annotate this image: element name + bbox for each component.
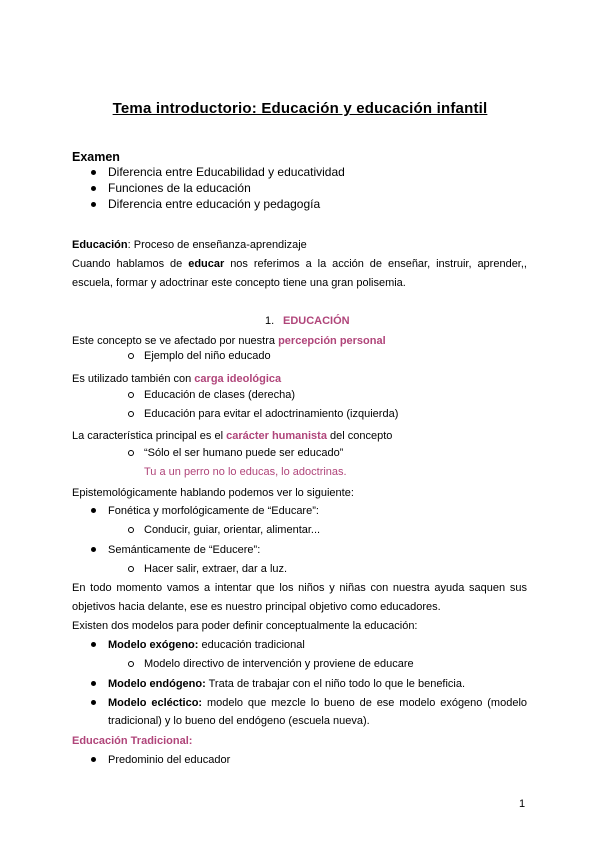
page-number: 1 — [519, 798, 526, 810]
definition-paragraph-line2: escuela, formar y adoctrinar este concepto tiene una gran polisemia. — [72, 277, 406, 289]
model-item-cont: tradicional) y lo bueno del endógeno (escuela nueva). — [108, 715, 370, 727]
circle-bullet-icon — [128, 450, 134, 456]
bullet-icon — [91, 700, 96, 705]
circle-bullet-icon — [128, 411, 134, 417]
bullet-icon — [91, 547, 96, 552]
highlight-term: percepción personal — [278, 335, 386, 347]
model-label: Modelo ecléctico: — [108, 697, 203, 709]
text-run: del concepto — [326, 430, 393, 442]
model-text: Trata de trabajar con el niño todo lo que le beneficia. — [205, 678, 466, 690]
circle-bullet-icon — [128, 392, 134, 398]
body-line: Epistemológicamente hablando podemos ver lo siguiente: — [72, 487, 354, 499]
sub-item: Educación para evitar el adoctrinamiento (izquierda) — [144, 408, 399, 420]
paragraph-line1: En todo momento vamos a intentar que los niños y niñas con nuestra ayuda saquen sus — [72, 582, 527, 594]
exam-item: Funciones de la educación — [108, 181, 251, 195]
paragraph-line2: objetivos hacia delante, ese es nuestro principal objetivo como educadores. — [72, 601, 441, 613]
exam-heading: Examen — [72, 150, 120, 164]
document-title: Tema introductorio: Educación y educación infantil — [112, 100, 488, 117]
text-run: Es utilizado también con — [72, 373, 195, 385]
text-run: La característica principal es el — [72, 430, 227, 442]
subsection-heading: Educación Tradicional: — [72, 735, 193, 747]
bullet-icon — [91, 642, 96, 647]
bullet-icon — [91, 681, 96, 686]
sub-item: “Sólo el ser humano puede ser educado” — [144, 447, 344, 459]
definition-line — [72, 238, 307, 252]
text-run: nos referimos a la acción de enseñar, instruir, aprender,, — [224, 258, 527, 270]
sub-item: Ejemplo del niño educado — [144, 350, 271, 362]
body-line — [72, 429, 392, 443]
bullet-icon — [91, 508, 96, 513]
sub-item-note: Tu a un perro no lo educas, lo adoctrinas. — [144, 466, 347, 478]
bullet-icon — [91, 757, 96, 762]
bullet-icon — [91, 186, 96, 191]
definition-paragraph-line1 — [72, 257, 527, 271]
model-text: modelo que mezcle lo bueno de ese modelo exógeno (modelo — [202, 697, 527, 709]
circle-bullet-icon — [128, 661, 134, 667]
model-item — [108, 696, 527, 710]
definition-text: : Proceso de enseñanza-aprendizaje — [127, 239, 307, 251]
sub-item: Educación de clases (derecha) — [144, 389, 296, 401]
circle-bullet-icon — [128, 353, 134, 359]
section-heading: EDUCACIÓN — [283, 315, 350, 327]
model-label: Modelo exógeno: — [108, 639, 199, 651]
list-item: Predominio del educador — [108, 754, 231, 766]
bullet-icon — [91, 202, 96, 207]
bullet-icon — [91, 170, 96, 175]
model-text: educación tradicional — [198, 639, 305, 651]
model-item — [108, 638, 305, 652]
body-line — [72, 372, 281, 386]
list-item: Fonética y morfológicamente de “Educare”: — [108, 505, 319, 517]
highlight-term: carácter humanista — [226, 430, 327, 442]
keyword-educar: educar — [188, 258, 225, 270]
highlight-term: carga ideológica — [194, 373, 282, 385]
circle-bullet-icon — [128, 566, 134, 572]
exam-item: Diferencia entre educación y pedagogía — [108, 197, 321, 211]
definition-term: Educación — [72, 239, 128, 251]
list-item: Semánticamente de “Educere”: — [108, 544, 261, 556]
text-run: Este concepto se ve afectado por nuestra — [72, 335, 279, 347]
body-line — [72, 334, 386, 348]
model-item — [108, 677, 465, 691]
body-line: Existen dos modelos para poder definir conceptualmente la educación: — [72, 620, 418, 632]
sub-item: Hacer salir, extraer, dar a luz. — [144, 563, 288, 575]
model-label: Modelo endógeno: — [108, 678, 206, 690]
sub-item: Conducir, guiar, orientar, alimentar... — [144, 524, 321, 536]
text-run: Cuando hablamos de — [72, 258, 189, 270]
circle-bullet-icon — [128, 527, 134, 533]
section-number: 1. — [265, 315, 275, 327]
sub-item: Modelo directivo de intervención y proviene de educare — [144, 658, 414, 670]
exam-item: Diferencia entre Educabilidad y educatividad — [108, 165, 345, 179]
